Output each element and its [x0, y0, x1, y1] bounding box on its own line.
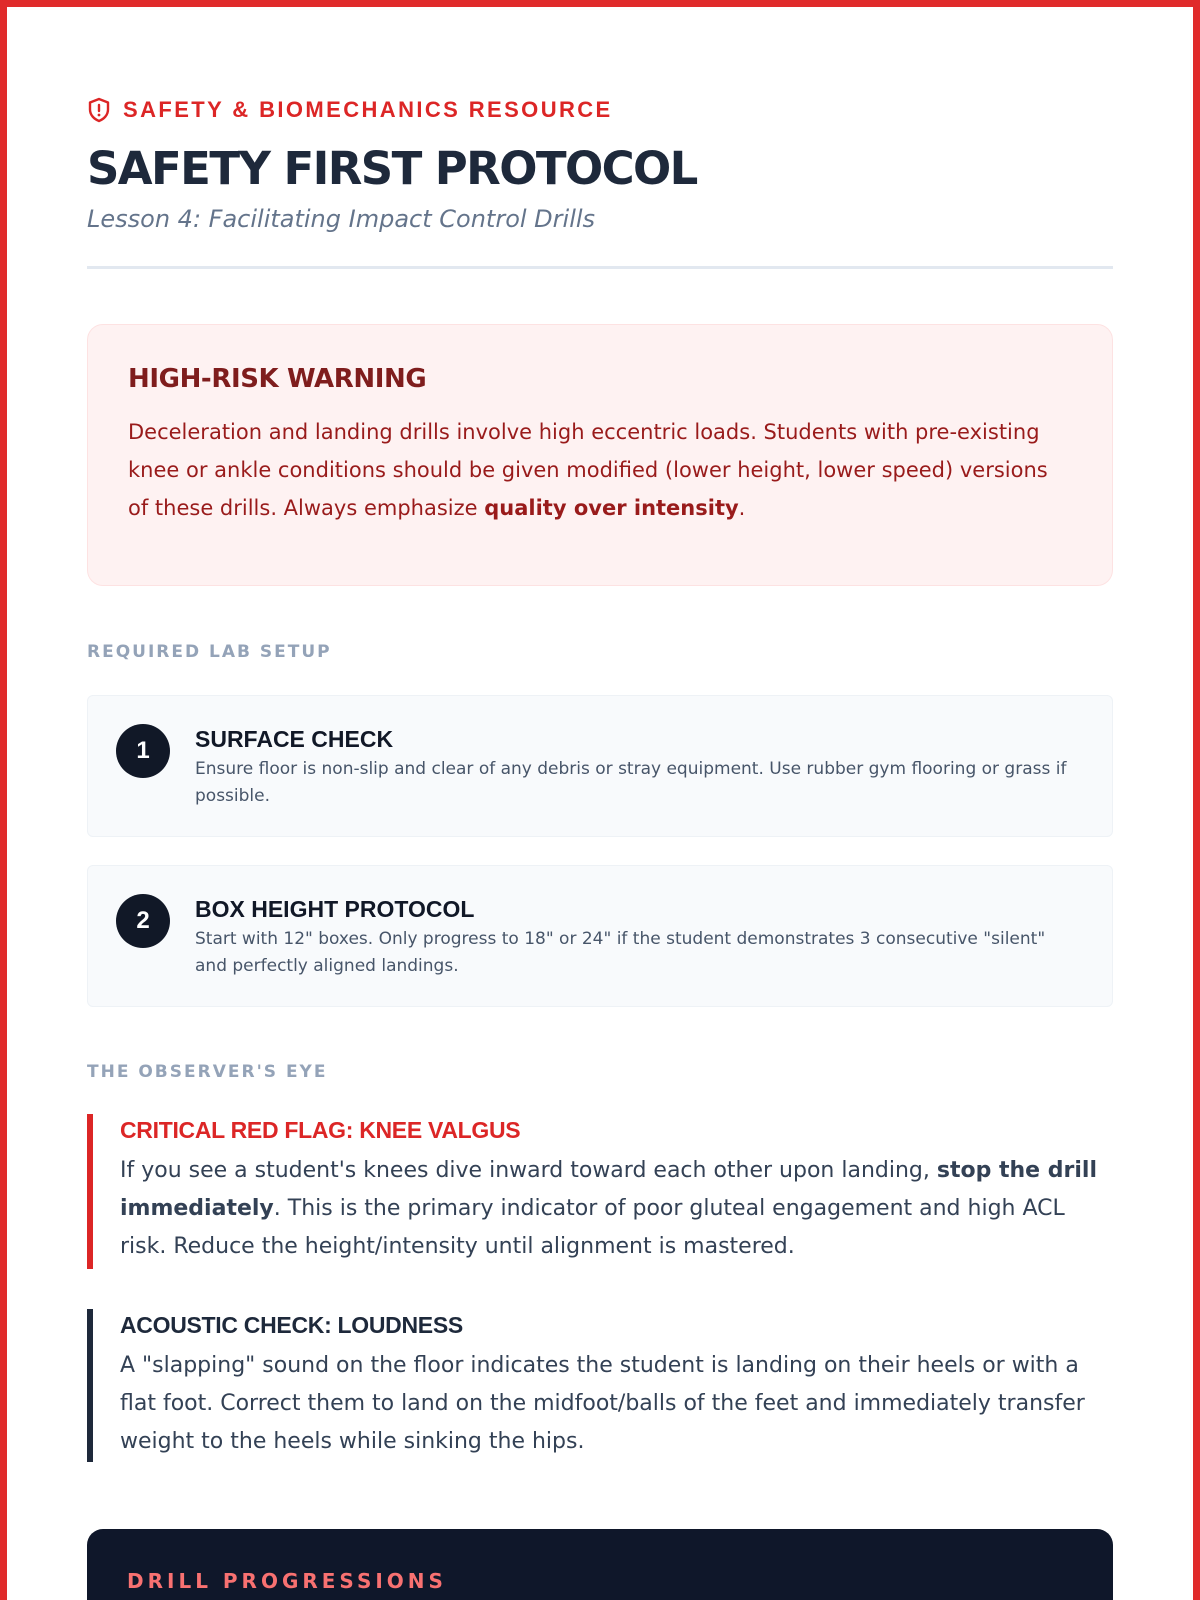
- step-number-badge: 2: [116, 894, 170, 948]
- step-title: BOX HEIGHT PROTOCOL: [195, 896, 475, 922]
- warning-text-body: Deceleration and landing drills involve high eccentric loads. Students with pre-existing knee or ankle conditions should be given modified (lower height, lower speed) versions of these drills. Always emphasize: [128, 420, 1048, 520]
- eyebrow: [87, 97, 613, 123]
- page-title: SAFETY FIRST PROTOCOL: [87, 142, 697, 195]
- drill-progressions-card: [87, 1529, 1113, 1600]
- warning-text: [128, 413, 1072, 527]
- step-description: Start with 12" boxes. Only progress to 18" or 24" if the student demonstrates 3 consecutive "silent" and perfectly aligned landings.: [195, 929, 1046, 976]
- setup-step: [87, 865, 1113, 1007]
- observer-title: ACOUSTIC CHECK: LOUDNESS: [120, 1312, 463, 1338]
- observer-text: [120, 1347, 1113, 1461]
- warning-box: [87, 324, 1113, 586]
- observer-text-before: If you see a student's knees dive inward toward each other upon landing,: [120, 1158, 937, 1183]
- observer-item-acoustic: [87, 1309, 1113, 1462]
- observer-emphasis: stop the drill immediately: [120, 1158, 1097, 1221]
- observer-title: CRITICAL RED FLAG: KNEE VALGUS: [120, 1117, 521, 1143]
- section-label-observer: THE OBSERVER'S EYE: [87, 1062, 328, 1082]
- drill-progressions-label: DRILL PROGRESSIONS: [127, 1569, 447, 1593]
- accent-bar: [87, 1309, 93, 1462]
- warning-emphasis: quality over intensity: [484, 496, 739, 520]
- warning-title: HIGH-RISK WARNING: [128, 364, 427, 394]
- page-subtitle: Lesson 4: Facilitating Impact Control Drills: [87, 205, 596, 233]
- header-divider: [87, 266, 1113, 269]
- observer-text-after: . This is the primary indicator of poor gluteal engagement and high ACL risk. Reduce the height/intensity until alignment is mastered.: [120, 1196, 1065, 1259]
- observer-text: [120, 1152, 1113, 1266]
- setup-step: [87, 695, 1113, 837]
- warning-text-end: .: [738, 496, 746, 520]
- step-title: SURFACE CHECK: [195, 726, 394, 752]
- observer-item-knee-valgus: [87, 1114, 1113, 1269]
- shield-alert-icon: [87, 97, 111, 123]
- accent-bar: [87, 1114, 93, 1269]
- eyebrow-label: SAFETY & BIOMECHANICS RESOURCE: [123, 97, 613, 122]
- section-label-lab-setup: REQUIRED LAB SETUP: [87, 642, 332, 662]
- observer-text-before: A "slapping" sound on the floor indicates the student is landing on their heels or with a flat foot. Correct them to land on the midfoot/balls of the feet and immediately transfer weight to the heels while sinking the hips.: [120, 1353, 1085, 1454]
- step-number-badge: 1: [116, 724, 170, 778]
- step-description: Ensure floor is non-slip and clear of any debris or stray equipment. Use rubber gym flooring or grass if possible.: [195, 759, 1067, 806]
